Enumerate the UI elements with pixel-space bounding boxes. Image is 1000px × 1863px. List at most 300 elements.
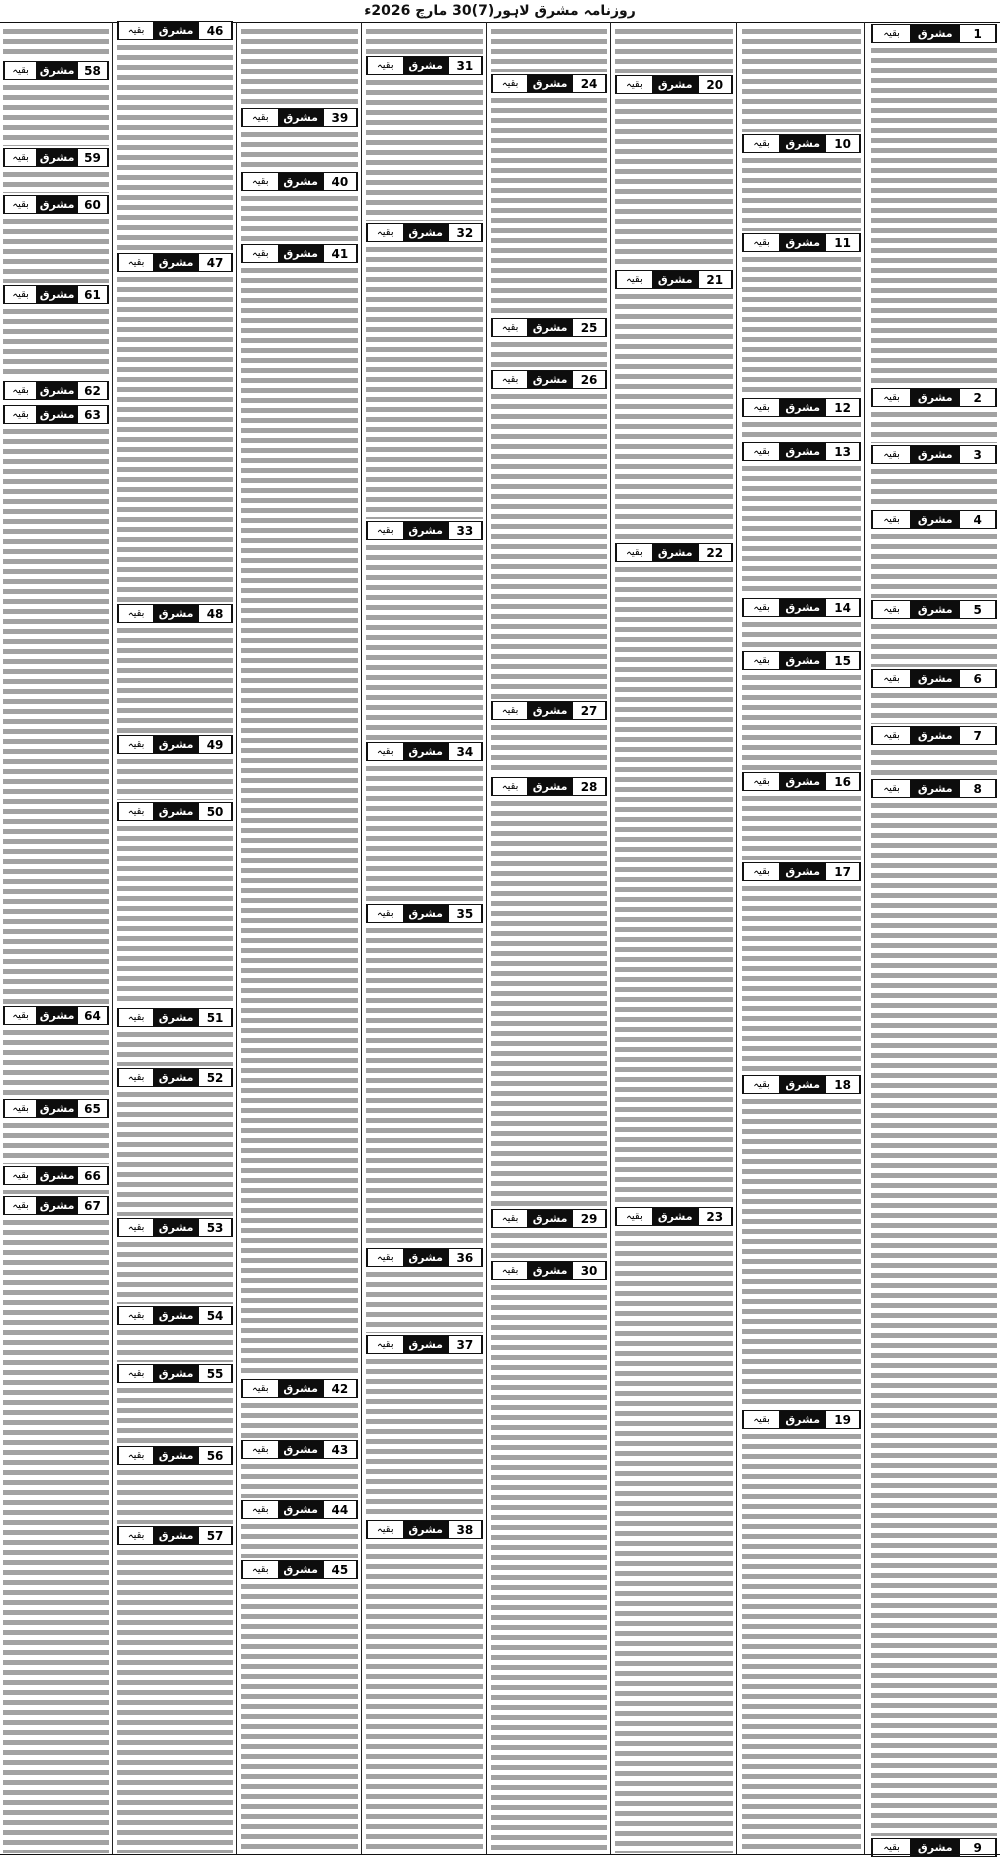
continuation-number: 41 xyxy=(324,245,357,262)
masthead xyxy=(0,0,1000,23)
mashriq-logo: مشرق xyxy=(153,1527,199,1544)
baqia-tag: بقیہ xyxy=(367,224,403,241)
baqia-tag: بقیہ xyxy=(118,22,153,39)
continuation-number: 46 xyxy=(199,22,232,39)
continuation-number: 8 xyxy=(960,780,996,797)
baqia-tag: بقیہ xyxy=(242,1501,278,1518)
continuation-label-42 xyxy=(241,1379,358,1398)
article-text-block xyxy=(241,1521,358,1558)
continuation-number: 64 xyxy=(78,1007,108,1024)
article-text-block xyxy=(117,1029,233,1066)
continuation-number: 2 xyxy=(960,389,996,406)
continuation-number: 37 xyxy=(449,1336,482,1353)
continuation-number: 20 xyxy=(699,76,732,93)
continuation-number: 5 xyxy=(960,601,996,618)
continuation-number: 34 xyxy=(449,743,482,760)
article-text-block xyxy=(366,26,483,54)
mashriq-logo: مشرق xyxy=(36,1100,78,1117)
baqia-tag: بقیہ xyxy=(4,382,36,399)
mashriq-logo: مشرق xyxy=(153,1009,199,1026)
mashriq-logo: مشرق xyxy=(910,389,960,406)
mashriq-logo: مشرق xyxy=(153,254,199,271)
mashriq-logo: مشرق xyxy=(36,382,78,399)
continuation-label-52 xyxy=(117,1068,233,1087)
article-text-block xyxy=(117,42,233,251)
article-text-block xyxy=(615,1228,733,1853)
column-rule xyxy=(361,22,362,1855)
continuation-label-13 xyxy=(742,442,861,461)
continuation-label-17 xyxy=(742,862,861,881)
baqia-tag: بقیہ xyxy=(4,1197,36,1214)
article-text-block xyxy=(241,129,358,170)
continuation-label-12 xyxy=(742,398,861,417)
continuation-number: 25 xyxy=(573,319,606,336)
mashriq-logo: مشرق xyxy=(910,25,960,42)
continuation-label-39 xyxy=(241,108,358,127)
mashriq-logo: مشرق xyxy=(153,736,199,753)
baqia-tag: بقیہ xyxy=(872,446,910,463)
mashriq-logo: مشرق xyxy=(36,62,78,79)
continuation-number: 30 xyxy=(573,1262,606,1279)
continuation-number: 62 xyxy=(78,382,108,399)
article-text-block xyxy=(117,1327,233,1362)
article-text-block xyxy=(3,26,109,59)
article-text-block xyxy=(742,254,861,396)
mashriq-logo: مشرق xyxy=(652,1208,699,1225)
continuation-number: 17 xyxy=(826,863,860,880)
baqia-tag: بقیہ xyxy=(118,1219,153,1236)
baqia-tag: بقیہ xyxy=(4,1007,36,1024)
continuation-label-34 xyxy=(366,742,483,761)
article-text-block xyxy=(742,619,861,649)
continuation-number: 33 xyxy=(449,522,482,539)
mashriq-logo: مشرق xyxy=(36,1007,78,1024)
mashriq-logo: مشرق xyxy=(527,319,573,336)
continuation-label-38 xyxy=(366,1520,483,1539)
baqia-tag: بقیہ xyxy=(616,544,652,561)
baqia-tag: بقیہ xyxy=(242,109,278,126)
baqia-tag: بقیہ xyxy=(367,1521,403,1538)
baqia-tag: بقیہ xyxy=(492,1210,527,1227)
continuation-number: 24 xyxy=(573,75,606,92)
footer-rule xyxy=(0,1854,1000,1863)
baqia-tag: بقیہ xyxy=(4,406,36,423)
article-text-block xyxy=(366,925,483,1246)
baqia-tag: بقیہ xyxy=(743,234,779,251)
continuation-label-25 xyxy=(491,318,607,337)
mashriq-logo: مشرق xyxy=(153,22,199,39)
mashriq-logo: مشرق xyxy=(779,399,826,416)
mashriq-logo: مشرق xyxy=(36,1197,78,1214)
mashriq-logo: مشرق xyxy=(36,406,78,423)
mashriq-logo: مشرق xyxy=(403,743,449,760)
baqia-tag: بقیہ xyxy=(616,271,652,288)
mashriq-logo: مشرق xyxy=(652,271,699,288)
continuation-number: 66 xyxy=(78,1167,108,1184)
continuation-label-51 xyxy=(117,1008,233,1027)
mashriq-logo: مشرق xyxy=(153,605,199,622)
article-text-block xyxy=(491,1230,607,1259)
article-text-block xyxy=(3,1187,109,1194)
continuation-label-66 xyxy=(3,1166,109,1185)
continuation-number: 18 xyxy=(826,1076,860,1093)
mashriq-logo: مشرق xyxy=(652,76,699,93)
mashriq-logo: مشرق xyxy=(779,1076,826,1093)
continuation-label-36 xyxy=(366,1248,483,1267)
continuation-label-57 xyxy=(117,1526,233,1545)
mashriq-logo: مشرق xyxy=(527,371,573,388)
continuation-label-18 xyxy=(742,1075,861,1094)
continuation-number: 51 xyxy=(199,1009,232,1026)
article-text-block xyxy=(241,26,358,106)
article-text-block xyxy=(117,756,233,800)
continuation-number: 35 xyxy=(449,905,482,922)
continuation-number: 6 xyxy=(960,670,996,687)
baqia-tag: بقیہ xyxy=(242,1380,278,1397)
baqia-tag: بقیہ xyxy=(616,1208,652,1225)
article-text-block xyxy=(615,291,733,541)
baqia-tag: بقیہ xyxy=(242,245,278,262)
continuation-number: 67 xyxy=(78,1197,108,1214)
baqia-tag: بقیہ xyxy=(4,149,36,166)
baqia-tag: بقیہ xyxy=(872,780,910,797)
continuation-number: 1 xyxy=(960,25,996,42)
continuation-number: 16 xyxy=(826,773,860,790)
article-text-block xyxy=(117,1547,233,1853)
mashriq-logo: مشرق xyxy=(278,1561,324,1578)
continuation-label-8 xyxy=(871,779,997,798)
mashriq-logo: مشرق xyxy=(36,1167,78,1184)
baqia-tag: بقیہ xyxy=(4,286,36,303)
continuation-number: 40 xyxy=(324,173,357,190)
article-text-block xyxy=(871,747,997,777)
baqia-tag: بقیہ xyxy=(118,1069,153,1086)
mashriq-logo: مشرق xyxy=(527,778,573,795)
continuation-number: 7 xyxy=(960,727,996,744)
baqia-tag: بقیہ xyxy=(743,599,779,616)
continuation-label-63 xyxy=(3,405,109,424)
continuation-label-23 xyxy=(615,1207,733,1226)
mashriq-logo: مشرق xyxy=(153,1365,199,1382)
continuation-number: 14 xyxy=(826,599,860,616)
mashriq-logo: مشرق xyxy=(153,803,199,820)
article-text-block xyxy=(241,1581,358,1853)
article-text-block xyxy=(742,26,861,132)
article-text-block xyxy=(117,1467,233,1524)
continuation-number: 10 xyxy=(826,135,860,152)
continuation-number: 52 xyxy=(199,1069,232,1086)
continuation-label-67 xyxy=(3,1196,109,1215)
continuation-label-10 xyxy=(742,134,861,153)
continuation-number: 48 xyxy=(199,605,232,622)
mashriq-logo: مشرق xyxy=(652,544,699,561)
continuation-label-16 xyxy=(742,772,861,791)
continuation-label-37 xyxy=(366,1335,483,1354)
continuation-label-14 xyxy=(742,598,861,617)
baqia-tag: بقیہ xyxy=(118,1527,153,1544)
baqia-tag: بقیہ xyxy=(367,1336,403,1353)
baqia-tag: بقیہ xyxy=(616,76,652,93)
article-text-block xyxy=(241,1400,358,1438)
article-text-block xyxy=(3,216,109,283)
continuation-number: 36 xyxy=(449,1249,482,1266)
article-text-block xyxy=(117,274,233,602)
article-text-block xyxy=(241,193,358,242)
article-text-block xyxy=(871,621,997,667)
mashriq-logo: مشرق xyxy=(779,443,826,460)
continuation-label-15 xyxy=(742,651,861,670)
column-rule xyxy=(236,22,237,1855)
article-text-block xyxy=(366,1541,483,1853)
column-rule xyxy=(112,22,113,1855)
continuation-number: 57 xyxy=(199,1527,232,1544)
continuation-label-28 xyxy=(491,777,607,796)
continuation-number: 11 xyxy=(826,234,860,251)
baqia-tag: بقیہ xyxy=(118,1307,153,1324)
article-text-block xyxy=(3,82,109,146)
baqia-tag: بقیہ xyxy=(743,773,779,790)
article-text-block xyxy=(615,26,733,73)
continuation-label-41 xyxy=(241,244,358,263)
continuation-label-65 xyxy=(3,1099,109,1118)
continuation-number: 53 xyxy=(199,1219,232,1236)
article-text-block xyxy=(742,883,861,1073)
baqia-tag: بقیہ xyxy=(4,62,36,79)
continuation-number: 39 xyxy=(324,109,357,126)
continuation-number: 49 xyxy=(199,736,232,753)
continuation-label-40 xyxy=(241,172,358,191)
continuation-number: 59 xyxy=(78,149,108,166)
article-text-block xyxy=(117,823,233,1006)
mashriq-logo: مشرق xyxy=(153,1219,199,1236)
continuation-label-22 xyxy=(615,543,733,562)
article-text-block xyxy=(366,1356,483,1518)
baqia-tag: بقیہ xyxy=(242,1561,278,1578)
mashriq-logo: مشرق xyxy=(278,1501,324,1518)
continuation-label-6 xyxy=(871,669,997,688)
continuation-number: 13 xyxy=(826,443,860,460)
article-text-block xyxy=(742,463,861,596)
article-text-block xyxy=(3,426,109,1004)
continuation-label-11 xyxy=(742,233,861,252)
article-text-block xyxy=(742,1096,861,1408)
continuation-label-46 xyxy=(117,21,233,40)
continuation-number: 26 xyxy=(573,371,606,388)
continuation-label-43 xyxy=(241,1440,358,1459)
continuation-label-53 xyxy=(117,1218,233,1237)
continuation-number: 32 xyxy=(449,224,482,241)
baqia-tag: بقیہ xyxy=(872,25,910,42)
baqia-tag: بقیہ xyxy=(4,1167,36,1184)
article-text-block xyxy=(3,1120,109,1164)
baqia-tag: بقیہ xyxy=(118,1009,153,1026)
article-text-block xyxy=(871,466,997,508)
baqia-tag: بقیہ xyxy=(872,511,910,528)
baqia-tag: بقیہ xyxy=(743,652,779,669)
continuation-number: 4 xyxy=(960,511,996,528)
article-text-block xyxy=(871,690,997,724)
continuation-label-35 xyxy=(366,904,483,923)
continuation-number: 12 xyxy=(826,399,860,416)
article-text-block xyxy=(871,800,997,1836)
article-text-block xyxy=(491,339,607,368)
mashriq-logo: مشرق xyxy=(910,780,960,797)
mashriq-logo: مشرق xyxy=(910,446,960,463)
article-text-block xyxy=(491,798,607,1207)
continuation-label-31 xyxy=(366,56,483,75)
continuation-label-1 xyxy=(871,24,997,43)
mashriq-logo: مشرق xyxy=(910,727,960,744)
mashriq-logo: مشرق xyxy=(278,1380,324,1397)
column-rule xyxy=(610,22,611,1855)
article-text-block xyxy=(366,244,483,519)
continuation-number: 22 xyxy=(699,544,732,561)
continuation-number: 38 xyxy=(449,1521,482,1538)
mashriq-logo: مشرق xyxy=(779,234,826,251)
mashriq-logo: مشرق xyxy=(779,135,826,152)
continuation-label-44 xyxy=(241,1500,358,1519)
column-rule xyxy=(736,22,737,1855)
mashriq-logo: مشرق xyxy=(403,905,449,922)
continuation-number: 55 xyxy=(199,1365,232,1382)
continuation-label-5 xyxy=(871,600,997,619)
mashriq-logo: مشرق xyxy=(910,601,960,618)
baqia-tag: بقیہ xyxy=(492,1262,527,1279)
baqia-tag: بقیہ xyxy=(4,196,36,213)
mashriq-logo: مشرق xyxy=(403,1336,449,1353)
article-text-block xyxy=(117,1089,233,1216)
continuation-label-27 xyxy=(491,701,607,720)
mashriq-logo: مشرق xyxy=(36,149,78,166)
baqia-tag: بقیہ xyxy=(118,254,153,271)
mashriq-logo: مشرق xyxy=(153,1069,199,1086)
mashriq-logo: مشرق xyxy=(910,670,960,687)
article-text-block xyxy=(742,419,861,440)
continuation-number: 63 xyxy=(78,406,108,423)
baqia-tag: بقیہ xyxy=(367,57,403,74)
mashriq-logo: مشرق xyxy=(527,1210,573,1227)
continuation-number: 21 xyxy=(699,271,732,288)
baqia-tag: بقیہ xyxy=(4,1100,36,1117)
baqia-tag: بقیہ xyxy=(872,601,910,618)
baqia-tag: بقیہ xyxy=(367,522,403,539)
article-text-block xyxy=(3,1027,109,1097)
continuation-number: 23 xyxy=(699,1208,732,1225)
mashriq-logo: مشرق xyxy=(153,1307,199,1324)
continuation-number: 54 xyxy=(199,1307,232,1324)
continuation-label-59 xyxy=(3,148,109,167)
article-text-block xyxy=(742,793,861,860)
continuation-number: 45 xyxy=(324,1561,357,1578)
continuation-label-2 xyxy=(871,388,997,407)
mashriq-logo: مشرق xyxy=(779,652,826,669)
baqia-tag: بقیہ xyxy=(743,1411,779,1428)
continuation-number: 42 xyxy=(324,1380,357,1397)
continuation-label-58 xyxy=(3,61,109,80)
continuation-label-49 xyxy=(117,735,233,754)
article-text-block xyxy=(117,625,233,733)
mashriq-logo: مشرق xyxy=(527,1262,573,1279)
article-text-block xyxy=(3,306,109,379)
continuation-label-20 xyxy=(615,75,733,94)
baqia-tag: بقیہ xyxy=(242,1441,278,1458)
continuation-number: 65 xyxy=(78,1100,108,1117)
baqia-tag: بقیہ xyxy=(118,605,153,622)
article-text-block xyxy=(241,265,358,1377)
continuation-label-26 xyxy=(491,370,607,389)
continuation-label-47 xyxy=(117,253,233,272)
continuation-label-64 xyxy=(3,1006,109,1025)
mashriq-logo: مشرق xyxy=(910,1839,960,1856)
continuation-label-55 xyxy=(117,1364,233,1383)
continuation-label-24 xyxy=(491,74,607,93)
continuation-label-62 xyxy=(3,381,109,400)
continuation-number: 60 xyxy=(78,196,108,213)
continuation-number: 56 xyxy=(199,1447,232,1464)
continuation-label-32 xyxy=(366,223,483,242)
article-text-block xyxy=(742,1431,861,1853)
baqia-tag: بقیہ xyxy=(118,1365,153,1382)
baqia-tag: بقیہ xyxy=(492,75,527,92)
continuation-label-19 xyxy=(742,1410,861,1429)
continuation-label-56 xyxy=(117,1446,233,1465)
mashriq-logo: مشرق xyxy=(779,773,826,790)
baqia-tag: بقیہ xyxy=(367,1249,403,1266)
article-text-block xyxy=(366,542,483,740)
article-text-block xyxy=(615,564,733,1205)
continuation-number: 50 xyxy=(199,803,232,820)
baqia-tag: بقیہ xyxy=(743,443,779,460)
continuation-label-61 xyxy=(3,285,109,304)
baqia-tag: بقیہ xyxy=(743,399,779,416)
continuation-number: 58 xyxy=(78,62,108,79)
continuation-label-7 xyxy=(871,726,997,745)
mashriq-logo: مشرق xyxy=(527,702,573,719)
mashriq-logo: مشرق xyxy=(153,1447,199,1464)
mashriq-logo: مشرق xyxy=(278,245,324,262)
baqia-tag: بقیہ xyxy=(492,778,527,795)
mashriq-logo: مشرق xyxy=(36,196,78,213)
baqia-tag: بقیہ xyxy=(872,389,910,406)
continuation-number: 15 xyxy=(826,652,860,669)
baqia-tag: بقیہ xyxy=(118,1447,153,1464)
column-rule xyxy=(864,22,865,1855)
continuation-number: 19 xyxy=(826,1411,860,1428)
article-text-block xyxy=(491,722,607,775)
column-rule xyxy=(486,22,487,1855)
baqia-tag: بقیہ xyxy=(492,702,527,719)
continuation-number: 27 xyxy=(573,702,606,719)
date-line: روزنامہ مشرق لاہور(7)30 مارچ 2026ء xyxy=(364,3,636,19)
mashriq-logo: مشرق xyxy=(278,109,324,126)
article-text-block xyxy=(871,531,997,598)
baqia-tag: بقیہ xyxy=(743,1076,779,1093)
mashriq-logo: مشرق xyxy=(278,173,324,190)
continuation-label-54 xyxy=(117,1306,233,1325)
article-text-block xyxy=(871,409,997,443)
mashriq-logo: مشرق xyxy=(403,224,449,241)
baqia-tag: بقیہ xyxy=(118,803,153,820)
mashriq-logo: مشرق xyxy=(403,57,449,74)
baqia-tag: بقیہ xyxy=(872,1839,910,1856)
mashriq-logo: مشرق xyxy=(278,1441,324,1458)
article-text-block xyxy=(491,95,607,316)
baqia-tag: بقیہ xyxy=(492,319,527,336)
article-text-block xyxy=(491,26,607,72)
mashriq-logo: مشرق xyxy=(36,286,78,303)
continuation-label-45 xyxy=(241,1560,358,1579)
mashriq-logo: مشرق xyxy=(403,1521,449,1538)
